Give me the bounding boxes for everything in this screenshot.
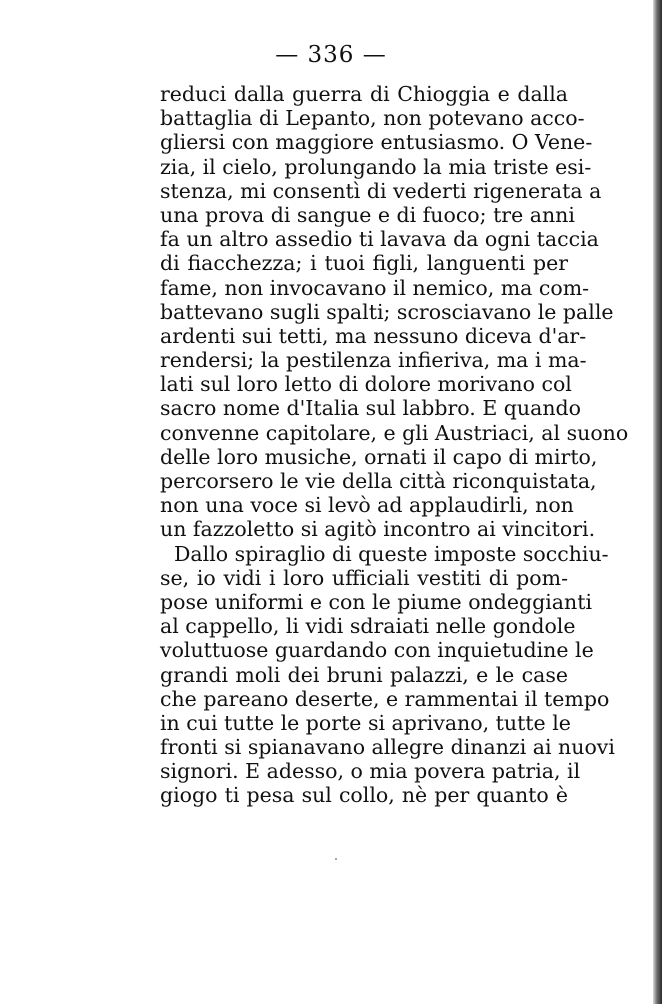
text-line: lati sul loro letto di dolore morivano col xyxy=(160,372,572,397)
text-line: una prova di sangue e di fuoco; tre anni xyxy=(160,202,575,227)
text-line: al cappello, li vidi sdraiati nelle gondole xyxy=(160,614,576,639)
text-line: stenza, mi consentì di vederti rigenerata a xyxy=(160,178,602,203)
text-line: battevano sugli spalti; scrosciavano le palle xyxy=(160,299,614,324)
text-line: un fazzoletto si agitò incontro ai vincitori. xyxy=(160,517,596,542)
text-line: percorsero le vie della città riconquistata, xyxy=(160,469,597,493)
text-line: che pareano deserte, e rammentai il tempo xyxy=(160,686,610,711)
text-line: se, io vidi i loro ufficiali vestiti di pom- xyxy=(160,565,568,590)
text-line: fronti si spianavano allegre dinanzi ai nuovi xyxy=(160,735,615,760)
text-line: giogo ti pesa sul collo, nè per quanto è xyxy=(160,783,568,808)
text-line: fame, non invocavano il nemico, ma com- xyxy=(160,275,590,300)
text-line: reduci dalla guerra di Chioggia e dalla xyxy=(160,82,568,106)
text-line: di fiacchezza; i tuoi figli, languenti per xyxy=(160,251,568,276)
text-line: rendersi; la pestilenza infieriva, ma i ma- xyxy=(160,348,587,373)
text-line: zia, il cielo, prolungando la mia triste esi- xyxy=(160,154,592,179)
text-line: delle loro musiche, ornati il capo di mirto, xyxy=(160,444,598,469)
text-line: battaglia di Lepanto, non potevano acco- xyxy=(160,106,585,131)
text-line: in cui tutte le porte si aprivano, tutte le xyxy=(160,710,571,735)
text-line: sacro nome d'Italia sul labbro. E quando xyxy=(160,396,582,421)
text-line: signori. E adesso, o mia povera patria, il xyxy=(160,759,581,784)
text-line: gliersi con maggiore entusiasmo. O Vene- xyxy=(160,130,593,155)
text-line: ardenti sui tetti, ma nessuno diceva d'ar- xyxy=(160,323,587,348)
text-line: voluttuose guardando con inquietudine le xyxy=(160,638,594,663)
text-line: non una voce si levò ad applaudirli, non xyxy=(160,493,574,518)
text-line: grandi moli dei bruni palazzi, e le case xyxy=(160,662,568,687)
page-edge-shadow xyxy=(653,0,662,1004)
page-number: — 336 — xyxy=(275,42,387,68)
text-line: pose uniformi e con le piume ondeggianti xyxy=(160,589,593,614)
text-line: fa un altro assedio ti lavava da ogni taccia xyxy=(160,227,599,252)
text-line: convenne capitolare, e gli Austriaci, al suono xyxy=(160,420,629,445)
body-text xyxy=(160,82,629,808)
paper-speck xyxy=(335,858,337,860)
paragraph-start-line: Dallo spiraglio di queste imposte socchiu- xyxy=(174,541,609,566)
